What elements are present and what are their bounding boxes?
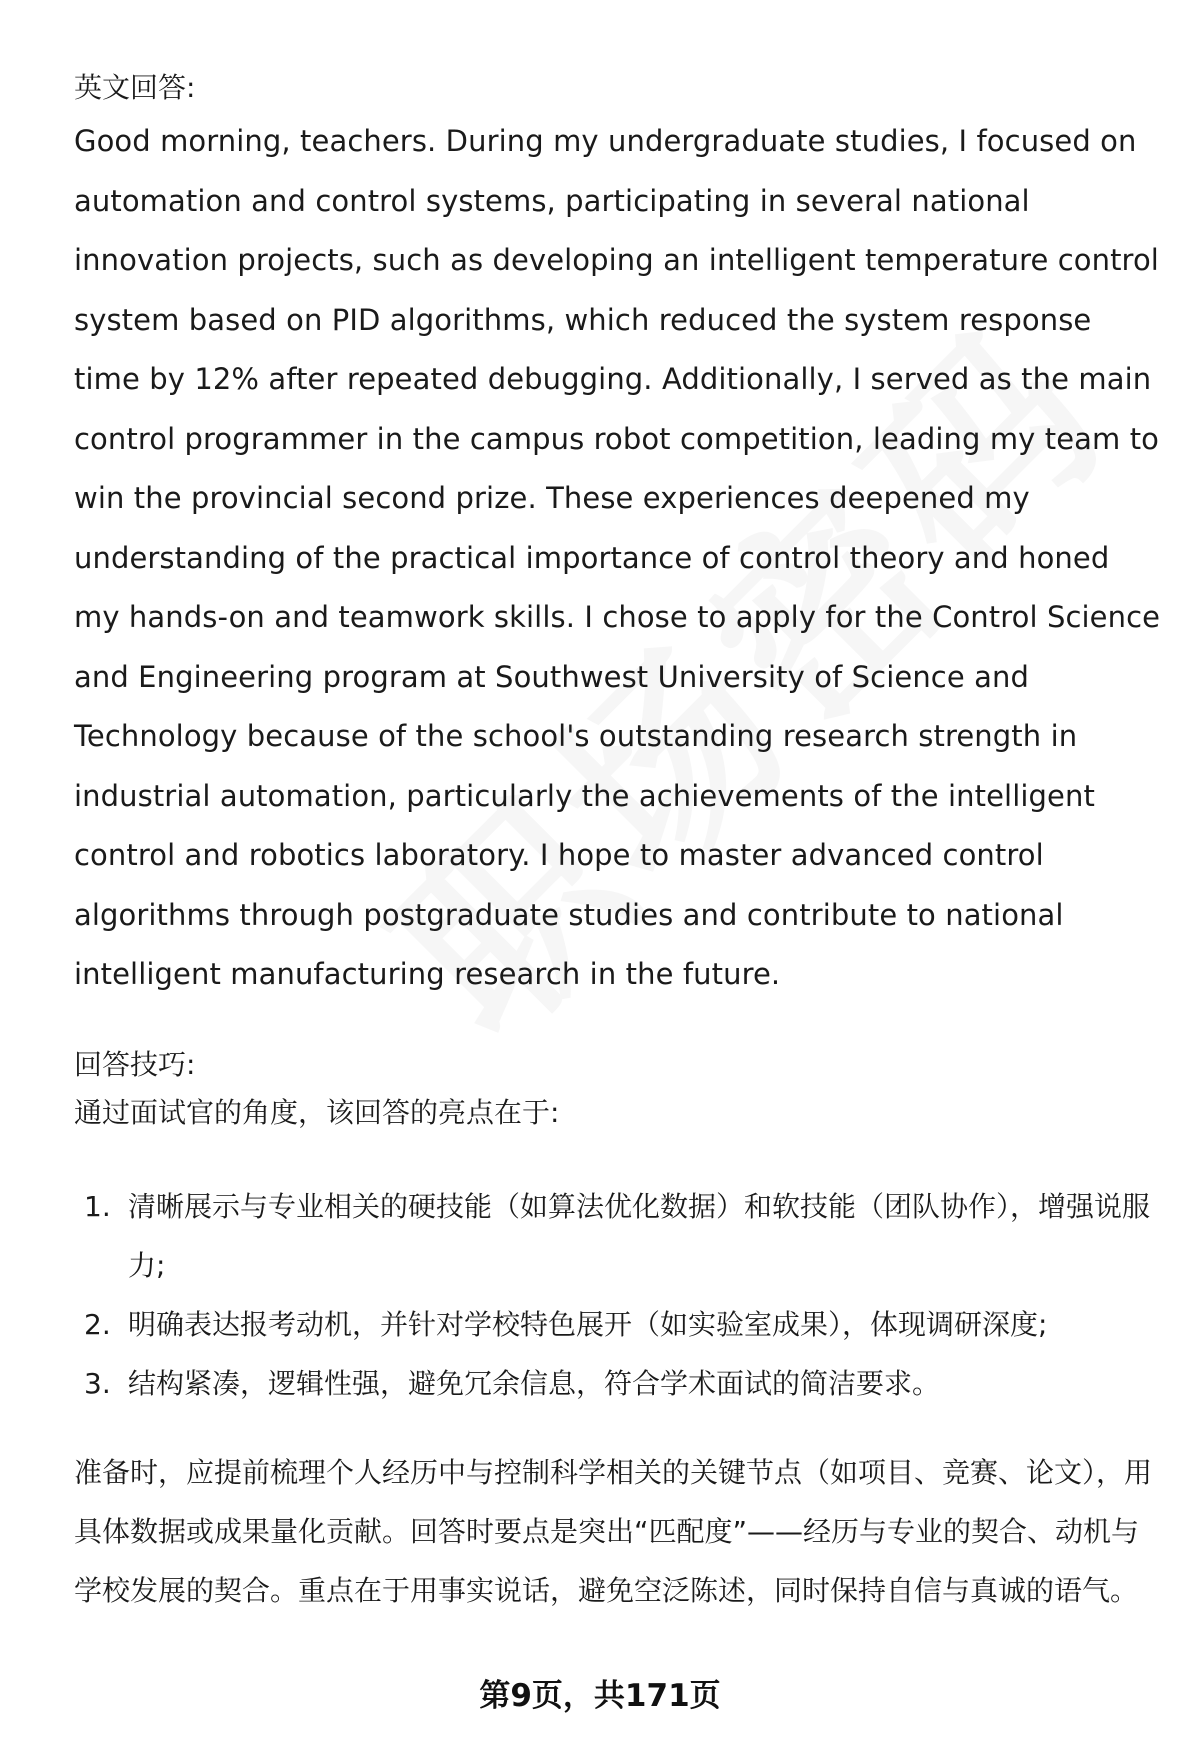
preparation-paragraph: 准备时，应提前梳理个人经历中与控制科学相关的关键节点（如项目、竞赛、论文），用具体数据或成果量化贡献。回答时要点是突出“匹配度”——经历与专业的契合、动机与学校发展的契合。重点在于用事实说话，避免空泛陈述，同时保持自信与真诚的语气。 (74, 1455, 1153, 1607)
page-content (74, 64, 1164, 1620)
tips-label: 回答技巧: (74, 1047, 196, 1081)
tips-list-item (74, 1177, 1164, 1295)
list-number: 2. (84, 1307, 111, 1341)
page-indicator: 第9页，共171页 (479, 1678, 721, 1714)
english-answer-label: 英文回答: (74, 71, 196, 104)
tips-intro: 通过面试官的角度，该回答的亮点在于: (74, 1095, 560, 1129)
list-item-text: 清晰展示与专业相关的硬技能（如算法优化数据）和软技能（团队协作），增强说服力; (128, 1189, 1151, 1282)
english-answer-text: Good morning, teachers. During my undergraduate studies, I focused on automation and control systems, participating in several national innovation projects, such as developing an intelligent temperature control system based on PID algorithms, which reduced the system response time by 12% after repeated debugging. Additionally, I served as the main control programmer in the campus robot competition, leading my team to win the provincial second prize. These experiences deepened my understanding of the practical importance of control theory and honed my hands-on and teamwork skills. I chose to apply for the Control Science and Engineering program at Southwest University of Science and Technology because of the school's outstanding research strength in industrial automation, particularly the achievements of the intelligent control and robotics laboratory. I hope to master advanced control algorithms through postgraduate studies and contribute to national intelligent manufacturing research in the future. (74, 124, 1161, 991)
list-item-text: 结构紧凑，逻辑性强，避免冗余信息，符合学术面试的简洁要求。 (128, 1366, 941, 1400)
tips-list-item (74, 1354, 1164, 1413)
list-number: 1. (84, 1189, 111, 1223)
tips-list (74, 1177, 1164, 1413)
list-item-text: 明确表达报考动机，并针对学校特色展开（如实验室成果），体现调研深度; (128, 1307, 1048, 1341)
tips-list-item (74, 1295, 1164, 1354)
list-number: 3. (84, 1366, 111, 1400)
